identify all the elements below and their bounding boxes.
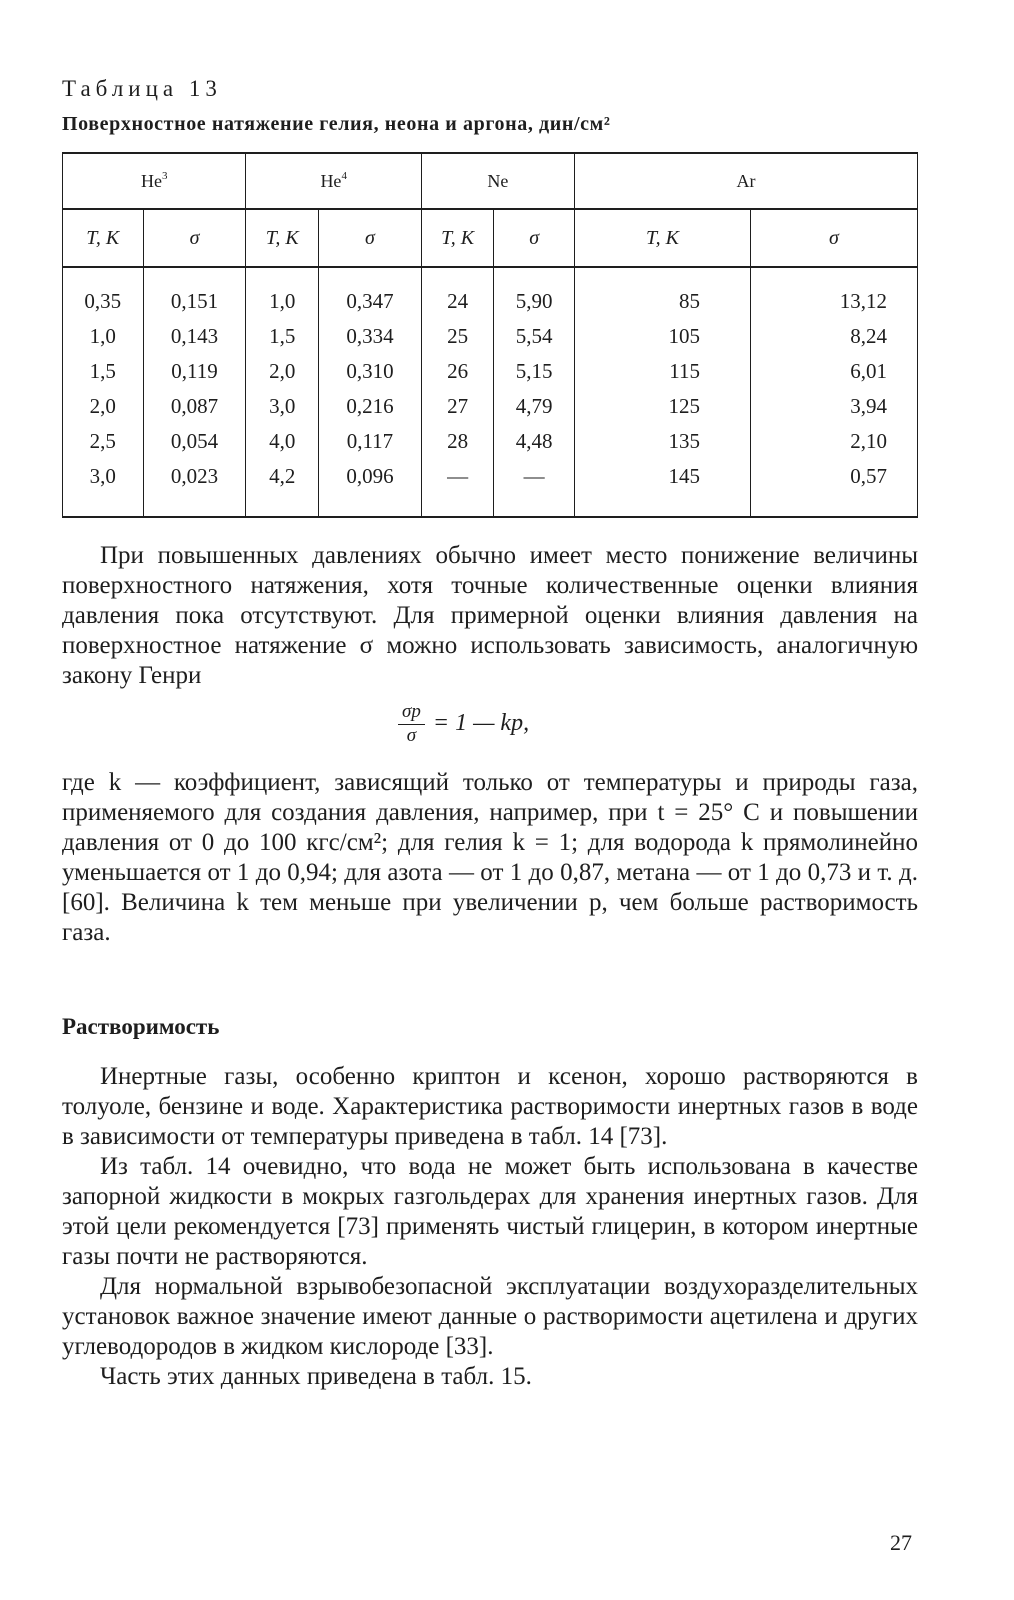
table-cell: 27	[421, 389, 494, 424]
table-cell: 0,151	[143, 267, 246, 319]
gas-header-he4: He$^4$	[246, 153, 421, 209]
table-cell: 0,334	[318, 319, 421, 354]
table-cell: 2,5	[63, 424, 144, 459]
table-cell: 115	[574, 354, 750, 389]
paragraph: При повышенных давлениях обычно имеет место понижение величины поверхностного натяжения, хотя точные количественные оценки влияния давления пока отсутствуют. Для примерной оценки влияния давления на поверхностное натяжение σ можно использовать зависимость, аналогичную закону Генри	[62, 542, 918, 689]
table-row	[63, 319, 918, 354]
table-cell: 13,12	[750, 267, 917, 319]
table-cell: 0,310	[318, 354, 421, 389]
col-header-sigma: σ	[494, 209, 575, 267]
table-cell: 1,0	[246, 267, 319, 319]
table-cell: 0,023	[143, 459, 246, 517]
col-header-sigma: σ	[750, 209, 917, 267]
table-cell: 8,24	[750, 319, 917, 354]
table-cell: 2,0	[246, 354, 319, 389]
table-cell: 0,143	[143, 319, 246, 354]
col-header-t: T, K	[574, 209, 750, 267]
table-gas-header-row	[63, 153, 918, 209]
table-cell: 25	[421, 319, 494, 354]
table-cell: 26	[421, 354, 494, 389]
table-cell: 0,35	[63, 267, 144, 319]
table-cell: 0,096	[318, 459, 421, 517]
page-number: 27	[890, 1530, 912, 1555]
table-cell: 5,90	[494, 267, 575, 319]
table-cell: 4,0	[246, 424, 319, 459]
table-cell: 28	[421, 424, 494, 459]
table-label: Таблица 13	[62, 76, 222, 101]
formula-denominator: σ	[406, 725, 417, 746]
paragraph: Часть этих данных приведена в табл. 15.	[100, 1363, 532, 1390]
table-cell: 0,347	[318, 267, 421, 319]
table-subheader-row	[63, 209, 918, 267]
table-cell: 4,79	[494, 389, 575, 424]
formula-rhs: = 1 — kp,	[432, 710, 530, 736]
table-cell: 5,15	[494, 354, 575, 389]
table-cell: 85	[574, 267, 750, 319]
formula-numerator: σp	[398, 700, 425, 725]
table-cell: 145	[574, 459, 750, 517]
table-cell: 0,57	[750, 459, 917, 517]
section-heading: Растворимость	[62, 1014, 220, 1039]
gas-header-he3: He$^3$	[63, 153, 246, 209]
table-cell: 105	[574, 319, 750, 354]
table-cell: 3,0	[63, 459, 144, 517]
gas-header-ne: Ne	[421, 153, 574, 209]
formula-fraction	[398, 700, 425, 747]
table-cell: 1,5	[246, 319, 319, 354]
table-cell: 1,5	[63, 354, 144, 389]
table-row	[63, 267, 918, 319]
gas-header-ar: Ar	[574, 153, 917, 209]
surface-tension-table	[62, 152, 918, 518]
table-cell: 2,10	[750, 424, 917, 459]
table-cell: 0,087	[143, 389, 246, 424]
table-cell: 5,54	[494, 319, 575, 354]
col-header-t: T, K	[246, 209, 319, 267]
table-cell: 3,0	[246, 389, 319, 424]
table-cell: 135	[574, 424, 750, 459]
table-cell: 0,054	[143, 424, 246, 459]
table-row	[63, 424, 918, 459]
paragraph: где k — коэффициент, зависящий только от температуры и природы газа, применяемого для создания давления, например, при t = 25° С и повышении давления от 0 до 100 кгс/см²; для гелия k = 1; для водорода k прямолинейно уменьшается от 1 до 0,94; для азота — от 1 до 0,87, метана — от 1 до 0,73 и т. д. [60]. Величина k тем меньше при увеличении p, чем больше растворимость газа.	[62, 769, 918, 946]
table-cell: 4,48	[494, 424, 575, 459]
body-text-block-3	[62, 1062, 918, 1392]
table-cell: 0,117	[318, 424, 421, 459]
table-cell: 1,0	[63, 319, 144, 354]
table-cell: 4,2	[246, 459, 319, 517]
paragraph: Из табл. 14 очевидно, что вода не может быть использована в качестве запорной жидкости в мокрых газгольдерах для хранения инертных газов. Для этой цели рекомендуется [73] применять чистый глицерин, в котором инертные газы почти не растворяются.	[62, 1153, 918, 1270]
col-header-sigma: σ	[143, 209, 246, 267]
table-title: Поверхностное натяжение гелия, неона и аргона, дин/см²	[62, 113, 611, 135]
col-header-sigma: σ	[318, 209, 421, 267]
col-header-t: T, K	[421, 209, 494, 267]
table-cell: —	[421, 459, 494, 517]
body-text-block-1	[62, 541, 918, 691]
table-cell: 0,119	[143, 354, 246, 389]
table-row	[63, 459, 918, 517]
table-cell: 125	[574, 389, 750, 424]
paragraph: Инертные газы, особенно криптон и ксенон, хорошо растворяются в толуоле, бензине и воде. Характеристика растворимости инертных газов в воде в зависимости от температуры приведена в табл. 14 [73].	[62, 1063, 918, 1150]
paragraph: Для нормальной взрывобезопасной эксплуатации воздухоразделительных установок важное значение имеют данные о растворимости ацетилена и других углеводородов в жидком кислороде [33].	[62, 1273, 918, 1360]
henry-law-formula	[398, 700, 529, 747]
table-cell: 6,01	[750, 354, 917, 389]
table-cell: 2,0	[63, 389, 144, 424]
table-cell: 3,94	[750, 389, 917, 424]
table-cell: 0,216	[318, 389, 421, 424]
table-cell: —	[494, 459, 575, 517]
body-text-block-2	[62, 768, 918, 948]
table-row	[63, 389, 918, 424]
table-cell: 24	[421, 267, 494, 319]
table-row	[63, 354, 918, 389]
col-header-t: T, K	[63, 209, 144, 267]
